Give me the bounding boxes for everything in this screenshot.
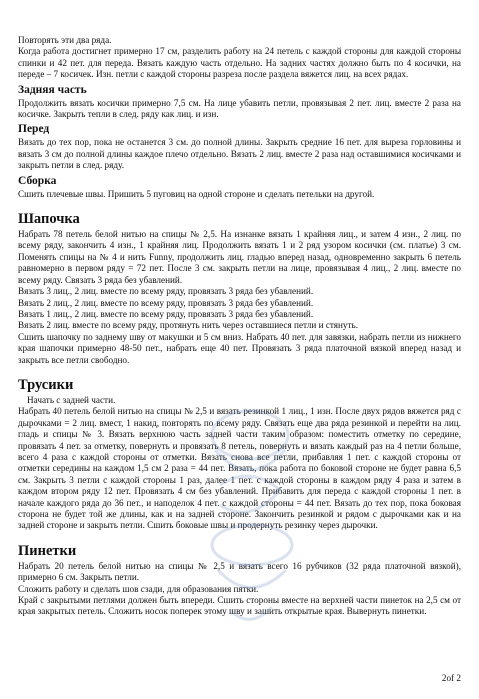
booties-heading: Пинетки [18, 542, 77, 559]
assembly-paragraph: Сшить плечевые швы. Пришить 5 пуговиц на одной стороне и сделать петельки на другой. [18, 188, 375, 199]
intro-paragraph-2: Когда работа достигнет примерно 17 см, разделить работу на 24 петель с каждой стороны для каждой стороны спинки и 42 пет. для переда. Вязать каждую часть отдельно. На задних частях должно быть по 4 косички, на переде – 7 косичек. Изн. петли с каждой стороны разреза после раздела вяжется лиц. на всех рядах. [18, 46, 461, 80]
booties-paragraph-2: Сложить работу и сделать шов сзади, для образования пятки. [18, 583, 259, 594]
hat-paragraph-4: Вязать 1 лиц., 2 лиц. вместе по всему ряду, провязать 3 ряда без убавлений. [18, 308, 314, 319]
pants-paragraph-2: Набрать 40 петель белой нитью на спицы № 2,5 и вязать резинкой 1 лиц., 1 изн. После двух рядов вяжется ряд с дырочками = 2 лиц. вмест, 1 накид, повторять по всему ряду. Связать еще два ряда резинкой и перейти на лиц. гладь и спицы № 3. Вязать верхнюю часть задней части таким образом: поместить отметку по середине, провязать 4 пет. за отметку, повернуть и провязать 8 петель, повернуть и вязать каждый раз на 4 петли больше, всего 4 раза с каждой стороны от отметки. Вязать снова все петли, прибавляя 1 пет. с каждой стороны от отметки середины на каждом 1,5 см 2 раза = 44 пет. Вязать, пока работа по боковой стороне не будет равна 6,5 см. Закрыть 3 петли с каждой стороны 1 раз, далее 1 пет. с каждой стороны в каждом ряду 4 раза и затем в каждом втором ряду 12 пет. Провязать 4 см без убавлений. Прибавить для переда с каждой стороны 1 пет. в начале каждого ряда до 36 пет., и наподелок 4 пет. с каждой стороны = 44 пет. Вязать до тех пор, пока боковая сторона не будет той же длины, как и на задней стороне. Закончить резинкой и рядом с дырочками как и на задней стороне и закрыть петли. Сшить боковые швы и продернуть резинку через дырочки. [18, 406, 461, 531]
intro-paragraph-1: Повторять эти два ряда. [18, 35, 112, 45]
hat-paragraph-3: Вязать 2 лиц., 2 лиц. вместе по всему ряду, провязать 3 ряда без убавлений. [18, 297, 314, 308]
hat-heading: Шапочка [18, 211, 80, 228]
front-heading: Перед [18, 123, 50, 136]
page-number: 2of 2 [441, 673, 461, 683]
pants-paragraph-1: Начать с задней части. [27, 394, 116, 405]
back-heading: Задняя часть [18, 83, 87, 96]
assembly-heading: Сборка [18, 174, 57, 187]
hat-paragraph-2: Вязать 3 лиц., 2 лиц. вместе по всему ряду, провязать 3 ряда без убавлений. [18, 286, 314, 297]
booties-paragraph-3: Край с закрытыми петлями должен быть впереди. Сшить стороны вместе на верхней части пинеток на 2,5 см от края закрытых петель. Сложить носок поперек этому шву и зашить открытые края. Вывернуть пинетки. [18, 595, 461, 617]
back-paragraph: Продолжить вязать косички примерно 7,5 см. На лице убавить петли, провязывая 2 пет. лиц. вместе 2 раза на косичке. Закрыть тепли в след. ряду как лиц. и изн. [18, 97, 461, 120]
hat-paragraph-6: Сшить шапочку по заднему шву от макушки и 5 см вниз. Набрать 40 пет. для завязки, набрать петли из нижнего края шапочки примерно 48-50 пет., набрать еще 40 пет. Провязать 3 ряда платочной вязкой вперед назад и закрыть все петли свободно. [18, 331, 461, 365]
front-paragraph: Вязать до тех пор, пока не останется 3 см. до полной длины. Закрыть средние 16 пет. для выреза горловины и вязать 3 см до полной длины каждое плечо отдельно. Вязать 2 лиц. вместе 2 раза над оставшимися косичками и закрыть петли в след. ряду. [18, 137, 461, 171]
booties-paragraph-1: Набрать 20 петель белой нитью на спицы № 2,5 и вязать всего 16 рубчиков (32 ряда платочной вязкой), примерно 6 см. Закрыть петли. [18, 560, 461, 583]
pants-heading: Трусики [18, 376, 74, 393]
hat-paragraph-5: Вязать 2 лиц. вместе по всему ряду, протянуть нить через оставшиеся петли и стянуть. [18, 320, 359, 331]
hat-paragraph-1: Набрать 78 петель белой нитью на спицы № 2,5. На изнанке вязать 1 крайняя лиц., и затем 4 изн., 2 лиц. по всему ряду, закончить 4 изн., 1 крайняя лиц. Продолжить вязать 1 и 2 ряд узором косички (см. платье) 3 см. Поменять спицы на № 4 и нить Funny, продолжить лиц. гладью вперед назад, одновременно закрыть 6 петель равномерно в первом ряду = 72 пет. После 3 см. закрыть петли на лице, провязывая 4 лиц., 2 лиц. вместе по всему ряду. Связать 3 ряда без убавлений. [18, 229, 461, 285]
